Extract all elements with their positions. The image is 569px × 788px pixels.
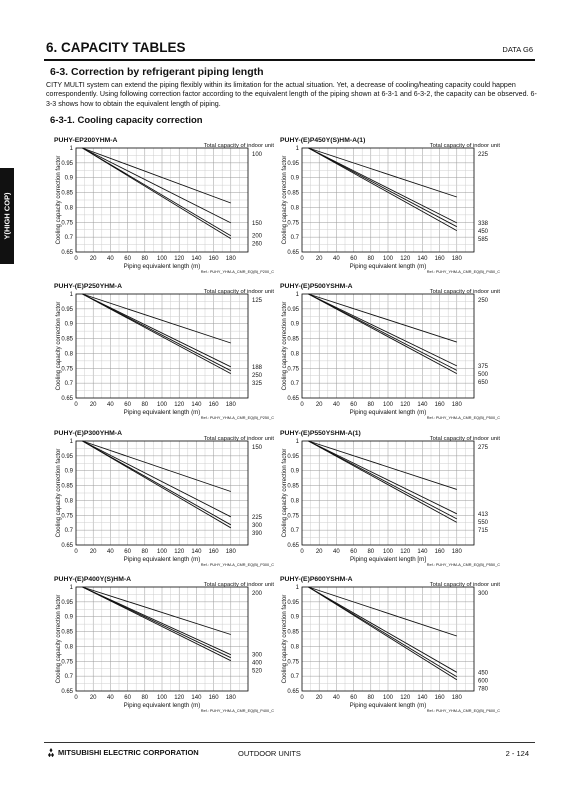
series-label: 520	[252, 668, 263, 675]
chart-p300	[54, 427, 298, 567]
x-axis-label: Piping equivalent length (m)	[349, 263, 427, 270]
x-tick-label: 20	[315, 549, 323, 555]
series-label: 100	[252, 152, 263, 158]
chart-grid	[302, 441, 474, 545]
y-axis-label: Cooling capacity correction factor	[282, 594, 288, 684]
chart-reference: Ref.: PUHY_YHM-A_CMR_EQ(B)_P400_C	[200, 709, 274, 713]
y-tick-label: 0.9	[64, 468, 73, 475]
y-tick-label: 0.65	[61, 250, 73, 256]
y-tick-label: 0.65	[287, 543, 299, 549]
y-axis-label: Cooling capacity correction factor	[56, 594, 62, 684]
y-tick-label: 0.95	[287, 453, 299, 460]
y-tick-label: 0.85	[287, 336, 299, 343]
series-line-338	[308, 148, 456, 223]
y-axis-label: Cooling capacity correction factor	[56, 155, 62, 245]
y-tick-label: 1	[295, 439, 299, 445]
y-tick-label: 0.9	[290, 468, 299, 475]
series-line-260	[82, 148, 230, 239]
legend-title: Total capacity of indoor unit	[203, 436, 274, 442]
y-tick-label: 0.85	[287, 190, 299, 197]
series-line-520	[82, 587, 230, 661]
chart-reference: Ref.: PUHY_YHM-A_CMR_EQ(B)_P600_C	[426, 709, 500, 713]
y-tick-label: 0.8	[290, 205, 299, 212]
series-label: 325	[252, 380, 263, 387]
x-tick-label: 180	[451, 695, 462, 701]
chart-reference: Ref.: PUHY_YHM-A_CMR_EQ(B)_P200_C	[200, 270, 274, 274]
mitsubishi-diamonds-icon	[46, 748, 56, 757]
x-tick-label: 80	[141, 402, 149, 408]
x-tick-label: 0	[74, 549, 78, 555]
chart-p400	[54, 573, 298, 713]
series-label: 275	[478, 445, 489, 451]
x-tick-label: 80	[367, 695, 375, 701]
chart-grid	[76, 587, 248, 691]
legend-title: Total capacity of indoor unit	[429, 143, 500, 149]
x-tick-label: 100	[156, 256, 168, 262]
legend-title: Total capacity of indoor unit	[203, 582, 274, 588]
series-label: 150	[252, 445, 263, 451]
y-tick-label: 0.8	[64, 351, 73, 358]
x-tick-label: 120	[400, 256, 411, 262]
x-tick-label: 140	[417, 402, 428, 408]
series-label: 585	[478, 236, 489, 243]
y-tick-label: 0.7	[64, 528, 73, 535]
y-tick-label: 1	[295, 585, 299, 591]
series-line-413	[308, 441, 456, 514]
x-tick-label: 160	[434, 695, 445, 701]
chart-p500	[280, 280, 524, 420]
x-tick-label: 80	[367, 256, 375, 262]
y-tick-label: 0.75	[61, 513, 73, 520]
chart-title: PUHY-(E)P600YSHM-A	[280, 576, 353, 583]
x-tick-label: 80	[141, 256, 149, 262]
chart-reference: Ref.: PUHY_YHM-A_CMR_EQ(B)_P550_C	[426, 563, 500, 567]
y-tick-label: 0.7	[64, 235, 73, 242]
legend-title: Total capacity of indoor unit	[203, 289, 274, 295]
chart-title: PUHY-(E)P550YSHM-A(1)	[280, 430, 361, 437]
y-tick-label: 0.8	[290, 498, 299, 505]
y-tick-label: 1	[69, 292, 73, 298]
chart-svg	[54, 573, 298, 713]
x-tick-label: 0	[300, 402, 304, 408]
legend-title: Total capacity of indoor unit	[203, 143, 274, 149]
y-tick-label: 0.75	[61, 220, 73, 227]
x-tick-label: 100	[156, 549, 168, 555]
x-tick-label: 100	[156, 402, 168, 408]
chart-svg	[280, 134, 524, 274]
series-line-150	[82, 148, 230, 223]
chart-title: PUHY-(E)P250YHM-A	[54, 283, 122, 290]
x-tick-label: 0	[300, 256, 304, 262]
header-divider	[44, 59, 535, 61]
series-label: 300	[252, 652, 263, 659]
x-tick-label: 100	[382, 549, 394, 555]
series-label: 550	[478, 519, 489, 526]
y-tick-label: 0.65	[61, 543, 73, 549]
x-tick-label: 20	[89, 402, 97, 408]
y-tick-label: 0.85	[287, 629, 299, 636]
series-label: 400	[252, 660, 263, 667]
series-label: 500	[478, 371, 489, 378]
y-tick-label: 0.8	[290, 351, 299, 358]
x-tick-label: 180	[451, 402, 462, 408]
series-label: 200	[252, 591, 263, 597]
chart-reference: Ref.: PUHY_YHM-A_CMR_EQ(B)_P300_C	[200, 563, 274, 567]
y-tick-label: 0.8	[64, 205, 73, 212]
x-tick-label: 100	[156, 695, 168, 701]
chart-grid	[76, 441, 248, 545]
x-tick-label: 120	[400, 402, 411, 408]
chart-title: PUHY-EP200YHM-A	[54, 137, 118, 144]
chart-reference: Ref.: PUHY_YHM-A_CMR_EQ(B)_P500_C	[426, 416, 500, 420]
x-tick-label: 100	[382, 695, 394, 701]
x-tick-label: 20	[315, 256, 323, 262]
chart-p600	[280, 573, 524, 713]
x-tick-label: 20	[89, 549, 97, 555]
chart-grid	[76, 294, 248, 398]
chart-title: PUHY-(E)P500YSHM-A	[280, 283, 353, 290]
chart-svg	[54, 427, 298, 567]
y-tick-label: 0.95	[61, 599, 73, 606]
y-tick-label: 0.8	[64, 498, 73, 505]
x-tick-label: 40	[333, 402, 340, 408]
y-tick-label: 0.9	[64, 175, 73, 182]
x-tick-label: 0	[300, 549, 304, 555]
series-label: 300	[252, 522, 263, 529]
y-tick-label: 0.85	[287, 483, 299, 490]
chart-reference: Ref.: PUHY_YHM-A_CMR_EQ(B)_P250_C	[200, 416, 274, 420]
x-tick-label: 120	[174, 402, 185, 408]
x-tick-label: 180	[451, 256, 462, 262]
series-label: 250	[252, 372, 263, 379]
x-tick-label: 0	[74, 695, 78, 701]
footer-company: MITSUBISHI ELECTRIC CORPORATION	[58, 748, 199, 757]
legend-title: Total capacity of indoor unit	[429, 436, 500, 442]
x-tick-label: 120	[174, 695, 185, 701]
x-tick-label: 160	[434, 549, 445, 555]
x-tick-label: 0	[74, 256, 78, 262]
x-tick-label: 40	[107, 402, 114, 408]
x-tick-label: 0	[300, 695, 304, 701]
y-tick-label: 0.75	[61, 659, 73, 666]
x-tick-label: 0	[74, 402, 78, 408]
x-tick-label: 140	[417, 549, 428, 555]
x-tick-label: 40	[333, 695, 340, 701]
y-tick-label: 0.75	[287, 366, 299, 373]
y-tick-label: 0.65	[61, 396, 73, 402]
x-tick-label: 40	[107, 695, 114, 701]
series-line-650	[308, 294, 456, 374]
y-tick-label: 1	[69, 146, 73, 152]
x-tick-label: 60	[350, 549, 357, 555]
x-tick-label: 140	[417, 695, 428, 701]
series-label: 338	[478, 220, 489, 227]
chart-p200	[54, 134, 298, 274]
series-label: 715	[478, 527, 489, 534]
y-axis-label: Cooling capacity correction factor	[282, 155, 288, 245]
x-tick-label: 160	[208, 256, 219, 262]
footer-section: OUTDOOR UNITS	[238, 749, 301, 758]
y-tick-label: 0.9	[64, 321, 73, 328]
series-label: 300	[478, 591, 489, 597]
y-tick-label: 0.65	[61, 689, 73, 695]
x-axis-label: Piping equivalent length (m)	[123, 702, 201, 709]
x-tick-label: 160	[208, 402, 219, 408]
y-tick-label: 1	[295, 292, 299, 298]
x-tick-label: 120	[400, 549, 411, 555]
y-tick-label: 0.75	[287, 513, 299, 520]
y-tick-label: 0.7	[290, 674, 299, 681]
intro-paragraph: CITY MULTI system can extend the piping flexibly within its limitation for the actual situation. Yet, a decrease of cooling/heating capacity could happen correspondently. Using following correction factor according to the equivalent length of the piping shown at 6-3-1 and 6-3-2, the capacity can be observed. 6-3-3 shows how to obtain the equivalent length of piping.	[46, 81, 537, 108]
x-tick-label: 80	[141, 695, 149, 701]
x-tick-label: 180	[225, 402, 236, 408]
series-label: 375	[478, 363, 489, 370]
y-tick-label: 0.7	[64, 674, 73, 681]
x-tick-label: 60	[124, 256, 131, 262]
x-tick-label: 60	[124, 402, 131, 408]
series-line-100	[82, 148, 230, 203]
x-axis-label: Piping equivalent length [m]	[349, 556, 427, 563]
x-tick-label: 140	[191, 695, 202, 701]
series-label: 250	[478, 298, 489, 304]
x-tick-label: 60	[350, 402, 357, 408]
x-tick-label: 60	[350, 695, 357, 701]
chart-p450	[280, 134, 524, 274]
y-axis-label: Cooling capacity correction factor	[56, 448, 62, 538]
x-tick-label: 100	[382, 402, 394, 408]
y-tick-label: 0.85	[61, 483, 73, 490]
series-label: 650	[478, 379, 489, 386]
x-tick-label: 160	[434, 402, 445, 408]
legend-title: Total capacity of indoor unit	[429, 289, 500, 295]
series-label: 150	[252, 220, 263, 227]
subsection-title: 6-3-1. Cooling capacity correction	[50, 115, 203, 126]
section-title: 6-3. Correction by refrigerant piping length	[50, 66, 264, 78]
x-tick-label: 180	[225, 549, 236, 555]
x-tick-label: 60	[124, 549, 131, 555]
y-tick-label: 0.9	[290, 614, 299, 621]
y-axis-label: Cooling capacity correction factor	[282, 301, 288, 391]
y-tick-label: 0.7	[290, 528, 299, 535]
chart-grid	[302, 587, 474, 691]
footer-logo	[46, 748, 199, 757]
y-tick-label: 0.9	[290, 175, 299, 182]
chart-title: PUHY-(E)P400Y(S)HM-A	[54, 576, 132, 583]
series-line-200	[82, 587, 230, 635]
y-tick-label: 0.75	[287, 659, 299, 666]
x-tick-label: 140	[417, 256, 428, 262]
chart-svg	[280, 427, 524, 567]
x-tick-label: 40	[107, 256, 114, 262]
x-tick-label: 80	[141, 549, 149, 555]
series-label: 225	[252, 514, 263, 521]
series-label: 125	[252, 298, 263, 304]
series-label: 390	[252, 530, 263, 537]
x-tick-label: 20	[315, 402, 323, 408]
x-tick-label: 140	[191, 549, 202, 555]
series-label: 188	[252, 364, 263, 371]
series-line-450	[308, 587, 456, 672]
x-tick-label: 160	[208, 695, 219, 701]
y-tick-label: 1	[69, 585, 73, 591]
x-tick-label: 180	[225, 695, 236, 701]
x-axis-label: Piping equivalent length (m)	[123, 556, 201, 563]
page-number: 2 - 124	[505, 749, 529, 758]
page-title: 6. CAPACITY TABLES	[46, 40, 186, 55]
series-line-375	[308, 294, 456, 366]
chart-grid	[302, 148, 474, 252]
series-label: 450	[478, 228, 489, 235]
y-tick-label: 0.65	[287, 396, 299, 402]
y-tick-label: 0.95	[287, 160, 299, 167]
y-tick-label: 0.95	[287, 306, 299, 313]
side-tab-label: Y(HIGH COP)	[2, 192, 12, 240]
y-tick-label: 0.85	[61, 190, 73, 197]
x-tick-label: 80	[367, 402, 375, 408]
x-tick-label: 60	[124, 695, 131, 701]
chart-svg	[54, 280, 298, 420]
series-label: 780	[478, 686, 489, 693]
legend-title: Total capacity of indoor unit	[429, 582, 500, 588]
y-axis-label: Cooling capacity correction factor	[56, 301, 62, 391]
chart-title: PUHY-(E)P300YHM-A	[54, 430, 122, 437]
y-tick-label: 0.75	[61, 366, 73, 373]
series-label: 260	[252, 241, 263, 248]
y-tick-label: 1	[295, 146, 299, 152]
x-tick-label: 140	[191, 256, 202, 262]
x-tick-label: 20	[315, 695, 323, 701]
chart-svg	[54, 134, 298, 274]
y-tick-label: 0.95	[61, 453, 73, 460]
x-tick-label: 100	[382, 256, 394, 262]
y-tick-label: 0.8	[290, 644, 299, 651]
x-axis-label: Piping equivalent length (m)	[123, 263, 201, 270]
y-tick-label: 0.9	[64, 614, 73, 621]
y-tick-label: 0.95	[61, 306, 73, 313]
x-tick-label: 120	[174, 256, 185, 262]
x-tick-label: 120	[400, 695, 411, 701]
x-tick-label: 180	[451, 549, 462, 555]
chart-svg	[280, 280, 524, 420]
x-tick-label: 120	[174, 549, 185, 555]
x-tick-label: 60	[350, 256, 357, 262]
footer-divider	[44, 742, 535, 743]
header-section-code: DATA G6	[502, 45, 533, 54]
series-label: 200	[252, 233, 263, 240]
x-axis-label: Piping equivalent length (m)	[349, 409, 427, 416]
y-tick-label: 1	[69, 439, 73, 445]
x-tick-label: 40	[107, 549, 114, 555]
series-line-325	[82, 294, 230, 374]
x-tick-label: 20	[89, 695, 97, 701]
y-tick-label: 0.8	[64, 644, 73, 651]
y-tick-label: 0.95	[287, 599, 299, 606]
series-label: 450	[478, 670, 489, 677]
y-tick-label: 0.95	[61, 160, 73, 167]
y-tick-label: 0.9	[290, 321, 299, 328]
y-axis-label: Cooling capacity correction factor	[282, 448, 288, 538]
series-line-780	[308, 587, 456, 680]
series-label: 600	[478, 678, 489, 685]
x-tick-label: 20	[89, 256, 97, 262]
y-tick-label: 0.85	[61, 336, 73, 343]
series-line-550	[308, 441, 456, 519]
x-tick-label: 160	[208, 549, 219, 555]
y-tick-label: 0.65	[287, 250, 299, 256]
y-tick-label: 0.7	[290, 381, 299, 388]
chart-title: PUHY-(E)P450Y(S)HM-A(1)	[280, 137, 366, 144]
x-tick-label: 40	[333, 256, 340, 262]
y-tick-label: 0.85	[61, 629, 73, 636]
chart-p250	[54, 280, 298, 420]
series-line-225	[82, 441, 230, 517]
x-axis-label: Piping equivalent length (m)	[123, 409, 201, 416]
chart-reference: Ref.: PUHY_YHM-A_CMR_EQ(B)_P450_C	[426, 270, 500, 274]
x-tick-label: 40	[333, 549, 340, 555]
x-axis-label: Piping equivalent length (m)	[349, 702, 427, 709]
y-tick-label: 0.65	[287, 689, 299, 695]
y-tick-label: 0.75	[287, 220, 299, 227]
series-line-188	[82, 294, 230, 367]
x-tick-label: 180	[225, 256, 236, 262]
y-tick-label: 0.7	[290, 235, 299, 242]
series-label: 225	[478, 152, 489, 158]
y-tick-label: 0.7	[64, 381, 73, 388]
series-label: 413	[478, 511, 489, 518]
chart-p550	[280, 427, 524, 567]
x-tick-label: 140	[191, 402, 202, 408]
chart-svg	[280, 573, 524, 713]
x-tick-label: 160	[434, 256, 445, 262]
x-tick-label: 80	[367, 549, 375, 555]
chart-grid	[302, 294, 474, 398]
